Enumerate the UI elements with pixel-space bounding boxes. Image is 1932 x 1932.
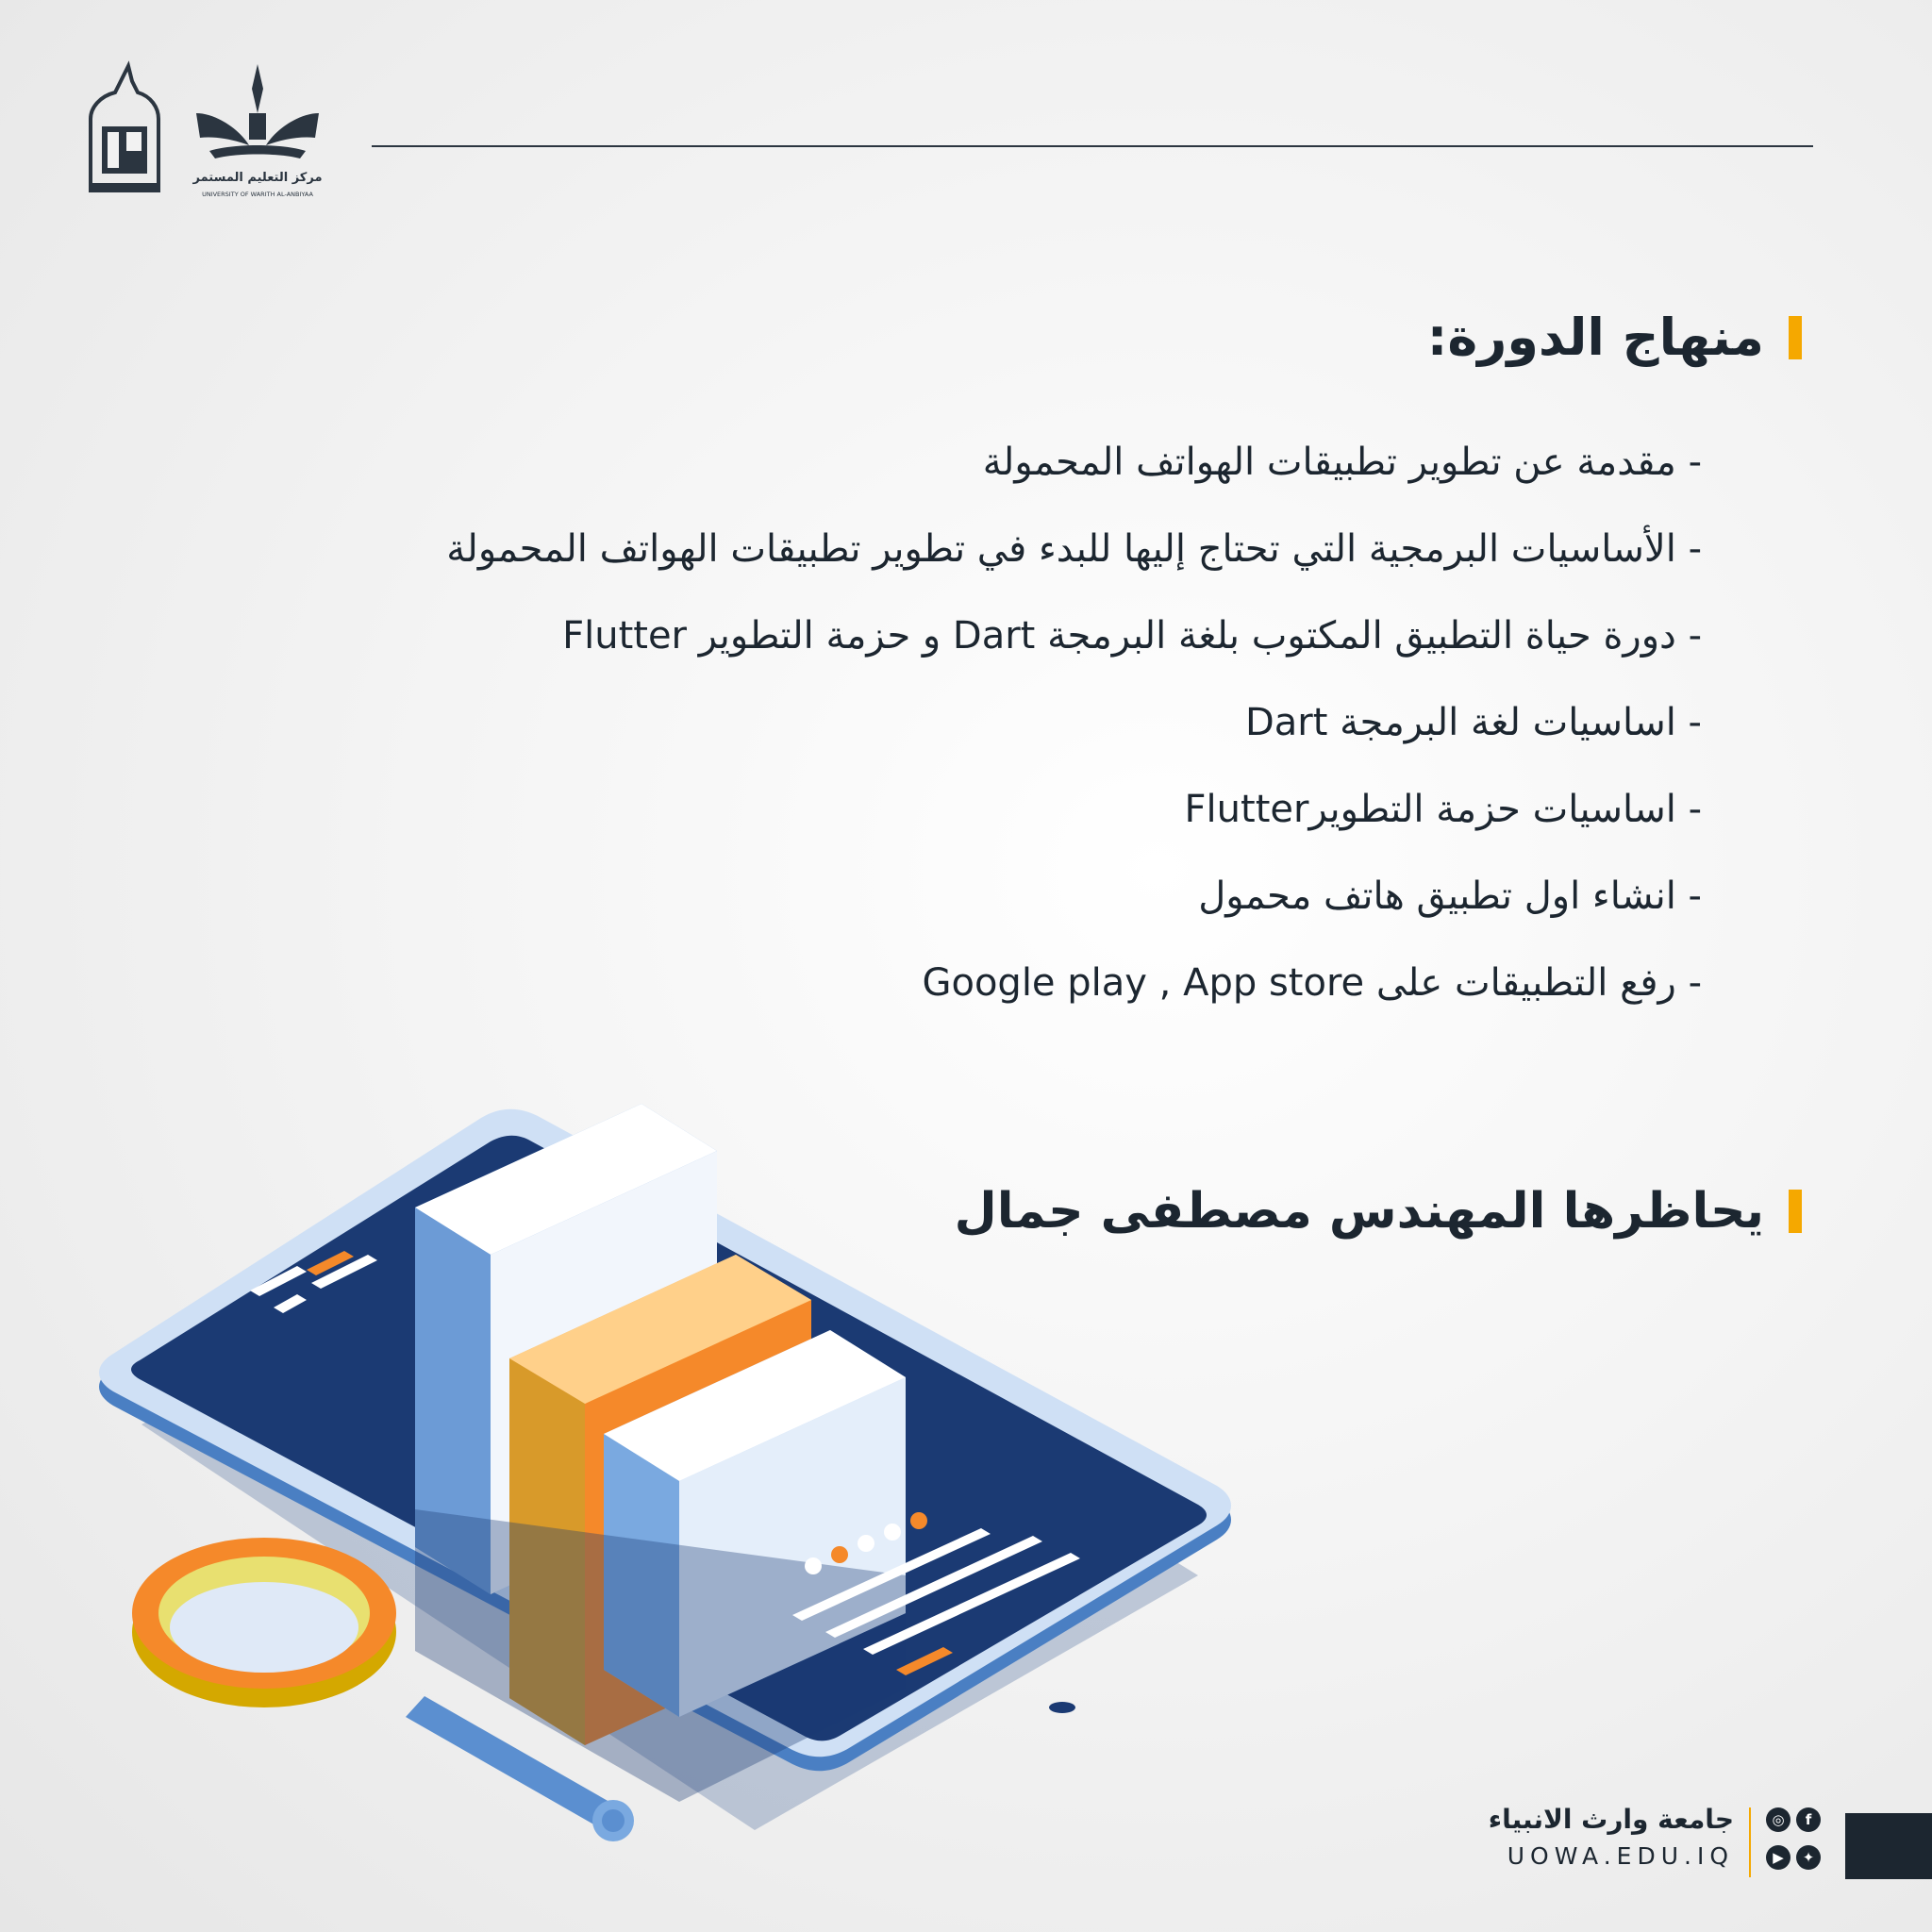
phone-speaker xyxy=(1049,1702,1075,1713)
curriculum-item: - رفع التطبيقات على Google play , App store xyxy=(922,961,1702,1005)
heading-accent-bar xyxy=(1789,1190,1802,1233)
heading-accent-bar xyxy=(1789,316,1802,359)
logos xyxy=(83,60,328,202)
continuing-education-sublabel: UNIVERSITY OF WARITH AL-ANBIYAA xyxy=(202,191,313,198)
curriculum-item: - مقدمة عن تطوير تطبيقات الهواتف المحمولة xyxy=(982,441,1702,484)
youtube-icon[interactable]: ▶ xyxy=(1766,1845,1790,1870)
continuing-education-label: مركز التعليم المستمر xyxy=(192,171,323,185)
continuing-education-logo-icon xyxy=(192,64,322,198)
curriculum-item: - انشاء اول تطبيق هاتف محمول xyxy=(1198,874,1702,918)
instructor-heading-text: يحاظرها المهندس مصطفى جمال xyxy=(954,1183,1764,1240)
header-divider xyxy=(372,145,1813,147)
footer-website[interactable]: UOWA.EDU.IQ xyxy=(1507,1842,1734,1870)
curriculum-list xyxy=(192,426,1702,1034)
university-logo-icon xyxy=(91,66,158,192)
curriculum-item: - اساسيات لغة البرمجة Dart xyxy=(1244,701,1702,744)
twitter-icon[interactable]: ✦ xyxy=(1796,1845,1821,1870)
curriculum-item: - اساسيات حزمة التطويرFlutter xyxy=(1184,788,1702,831)
curriculum-item: - دورة حياة التطبيق المكتوب بلغة البرمجة Dart و حزمة التطوير Flutter xyxy=(562,614,1702,658)
curriculum-item: - الأساسيات البرمجية التي تحتاج إليها للبدء في تطوير تطبيقات الهواتف المحمولة xyxy=(446,527,1702,571)
footer-corner-block xyxy=(1845,1813,1932,1879)
curriculum-heading-text: منهاج الدورة: xyxy=(1426,308,1764,367)
instagram-icon[interactable]: ◎ xyxy=(1766,1807,1790,1832)
footer-university-name: جامعة وارث الانبياء xyxy=(1488,1804,1734,1835)
footer-brand xyxy=(1489,1804,1734,1870)
social-icons xyxy=(1766,1807,1823,1879)
facebook-icon[interactable]: f xyxy=(1796,1807,1821,1832)
footer-divider xyxy=(1749,1807,1751,1877)
phone-books-illustration xyxy=(94,1085,1264,1877)
curriculum-heading xyxy=(1427,308,1802,367)
